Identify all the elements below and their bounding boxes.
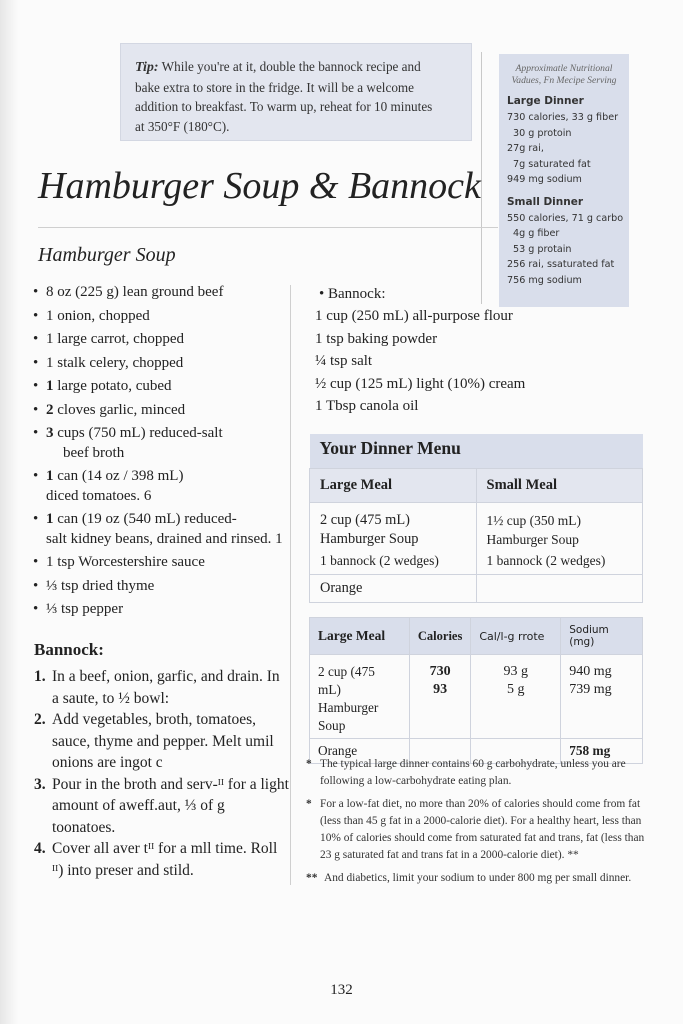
ingredient-text: large potato, cubed	[53, 378, 172, 394]
ingredient-qty: 2	[46, 401, 54, 418]
menu-cell-text: 1½ cup (350 mL) Hamburger Soup	[486, 513, 581, 547]
nutrition-header-line: Approximatle Nutritional	[515, 63, 613, 74]
nutrition-cell-item: Orange	[310, 739, 410, 764]
footnote-text: For a low-fat diet, no more than 20% of calories should come from fat (less than 45 g fat in a 2000-calorie diet). For a healthy heart, less than 10% of calories should come from saturated fat and trans, fat (less than 23 g saturated fat and trans fat in a 2000-calorie diet). **	[320, 798, 645, 861]
bannock-ingredient: 1 Tbsp canola oil	[315, 398, 419, 415]
bannock-heading: Bannock:	[34, 640, 104, 659]
menu-cell	[476, 503, 643, 575]
page-edge	[0, 0, 18, 1024]
nutrition-header: Large Meal	[310, 618, 410, 655]
tip-line: addition to breakfast. To warm up, reheat for 10 minutes	[135, 99, 433, 114]
menu-cell-text: 2 cup (475 mL) Hamburger Soup	[320, 512, 419, 547]
nutrition-cell-item: 2 cup (475 mL) Hamburger Soup	[310, 655, 410, 739]
ingredient-text: 1 onion, chopped	[46, 307, 150, 324]
nutrition-header: Sodium (mg)	[561, 618, 643, 655]
bannock-list-heading: • Bannock:	[319, 286, 386, 302]
ingredient-item	[33, 354, 283, 374]
small-dinner-line: 256 rai, ssaturated fat	[507, 259, 615, 270]
column-divider	[290, 285, 291, 885]
nutrition-sidebar	[499, 54, 629, 307]
step-item	[34, 666, 290, 709]
ingredient-item	[33, 553, 283, 573]
menu-header: Large Meal	[310, 469, 477, 503]
tip-line: at 350°F (180°C).	[135, 118, 230, 134]
ingredient-qty: 1	[46, 511, 54, 527]
bannock-ingredient: ¼ tsp salt	[315, 353, 373, 370]
large-dinner-line: 27g rai,	[507, 143, 544, 154]
large-dinner-heading: Large Dinner	[507, 95, 584, 107]
page-title: Hamburger Soup & Bannock	[38, 165, 481, 207]
large-dinner-line: 7g saturated fat	[513, 158, 591, 170]
ingredient-text: cloves garlic, minced	[53, 401, 186, 418]
step-item	[34, 774, 290, 839]
small-dinner-line: 756 mg sodium	[507, 274, 582, 286]
ingredient-text: 1 tsp Worcestershire sauce	[46, 554, 205, 570]
bannock-ingredient-list	[315, 283, 525, 417]
ingredient-text: cups (750 mL) reduced-salt	[53, 425, 223, 441]
ingredient-item	[33, 424, 283, 463]
ingredient-qty: 1	[46, 378, 54, 394]
menu-cell	[476, 575, 643, 603]
ingredient-item	[33, 330, 283, 350]
ingredient-text: ⅓ tsp dried thyme	[46, 577, 155, 594]
small-dinner-line: 550 calories, 71 g carbo	[507, 212, 624, 224]
tip-box	[120, 43, 472, 141]
menu-cell-text: 1 bannock (2 wedges)	[320, 553, 439, 568]
ingredient-item	[33, 600, 283, 620]
large-dinner-line: 30 g protoin	[513, 127, 572, 139]
page-number: 132	[330, 982, 353, 998]
nutrition-header: Calories	[409, 618, 470, 655]
footnote	[306, 870, 656, 887]
sidebar-divider	[481, 52, 482, 304]
small-dinner-heading: Small Dinner	[507, 195, 584, 208]
step-item	[34, 838, 290, 881]
tip-line	[135, 57, 459, 78]
menu-cell: Orange	[310, 575, 477, 603]
step-number: 4.	[34, 840, 46, 857]
nutrition-sidebar-header	[507, 54, 629, 87]
soup-heading: Hamburger Soup	[38, 244, 176, 266]
large-dinner-line: 949 mg sodium	[507, 174, 582, 185]
nutrition-table	[309, 617, 643, 764]
footnote-marker: *	[306, 758, 312, 770]
ingredient-text: 1 stalk celery, chopped	[46, 354, 184, 371]
bannock-ingredient: 1 tsp baking powder	[315, 330, 438, 347]
large-dinner-line: 730 calories, 33 g fiber	[507, 112, 619, 123]
footnote	[306, 796, 656, 864]
bannock-ingredient: 1 cup (250 mL) all-purpose flour	[315, 308, 513, 325]
ingredient-item	[33, 510, 283, 549]
ingredient-item	[33, 283, 283, 303]
footnote-text: The typical large dinner contains 60 g carbohydrate, unless you are following a low-carbohydrate eating plan.	[320, 758, 626, 787]
ingredient-list	[33, 283, 283, 624]
ingredient-item	[33, 401, 283, 421]
footnotes	[306, 756, 656, 893]
nutrition-cell-sodium: 940 mg 739 mg	[561, 655, 643, 739]
step-text: Pour in the broth and serv-ᴵᴵ for a light amount of aweff.aut, ⅓ of g toonatoes.	[52, 775, 289, 836]
tip-text: While you're at it, double the bannock recipe and	[161, 59, 421, 74]
nutrition-cell-sodium: 758 mg	[561, 739, 643, 764]
tip-line: bake extra to store in the fridge. It will be a welcome	[135, 79, 415, 95]
ingredient-continuation: beef broth	[63, 444, 125, 461]
step-text: Add vegetables, broth, tomatoes, sauce, thyme and pepper. Melt umil onions are ingot c	[52, 711, 274, 771]
footnote-marker: *	[306, 798, 312, 810]
ingredient-item	[33, 377, 283, 397]
ingredient-item	[33, 577, 283, 597]
dinner-menu-table	[309, 434, 643, 603]
nutrition-cell-carb: 93 g 5 g	[471, 655, 561, 739]
footnote-text: And diabetics, limit your sodium to under 800 mg per small dinner.	[324, 872, 632, 884]
step-number: 1.	[34, 668, 46, 685]
step-text: In a beef, onion, garfic, and drain. In a saute, to ½ bowl:	[52, 668, 280, 707]
ingredient-continuation: diced tomatoes. 6	[46, 487, 152, 504]
ingredient-continuation: salt kidney beans, drained and rinsed. 1	[46, 530, 283, 547]
title-divider	[38, 227, 498, 228]
ingredient-text: can (14 oz / 398 mL)	[53, 468, 184, 484]
step-list	[34, 666, 290, 881]
footnote-marker: **	[306, 872, 318, 884]
ingredient-qty: 3	[46, 425, 54, 441]
ingredient-text: 1 large carrot, chopped	[46, 331, 184, 347]
ingredient-qty: 1	[46, 468, 54, 484]
ingredient-item	[33, 467, 283, 506]
ingredient-item	[33, 307, 283, 327]
small-dinner-line: 53 g protain	[513, 243, 572, 255]
step-number: 3.	[34, 775, 46, 793]
nutrition-cell-calories: 730 93	[409, 655, 470, 739]
nutrition-header: Cal/l-g rrote	[471, 618, 561, 655]
menu-cell	[310, 503, 477, 575]
menu-cell-text: 1 bannock (2 wedges)	[486, 553, 606, 568]
ingredient-text: 8 oz (225 g) lean ground beef	[46, 284, 224, 300]
small-dinner-line: 4g g fiber	[513, 228, 560, 239]
bannock-ingredient: ½ cup (125 mL) light (10%) cream	[315, 375, 526, 392]
step-text: Cover all aver tᴵᴵ for a mll time. Roll ᴵᴵ) into preser and stild.	[52, 840, 278, 879]
tip-label: Tip:	[135, 60, 159, 75]
nutrition-header-line: Vadues, Fn Mecipe Serving	[511, 75, 617, 86]
dinner-menu-caption: Your Dinner Menu	[310, 434, 643, 469]
ingredient-text: ⅓ tsp pepper	[46, 601, 124, 617]
ingredient-text: can (19 oz (540 mL) reduced-	[53, 511, 237, 527]
menu-header: Small Meal	[476, 469, 643, 503]
step-number: 2.	[34, 711, 46, 728]
footnote	[306, 756, 656, 790]
step-item	[34, 709, 290, 774]
